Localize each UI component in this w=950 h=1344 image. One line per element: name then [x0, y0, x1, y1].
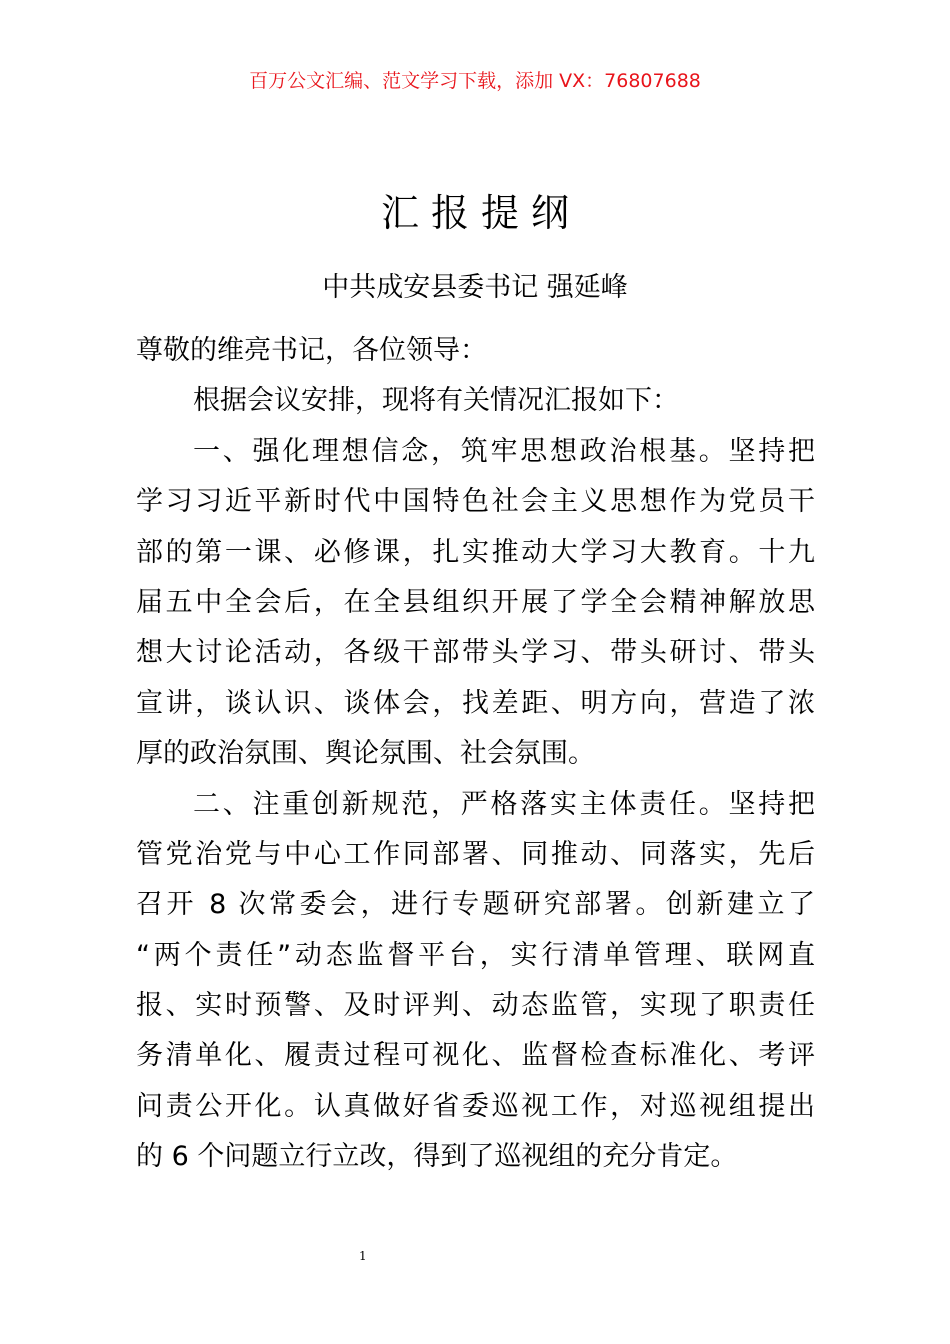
page-number: 1: [359, 1249, 367, 1263]
document-title: 汇报提纲: [380, 191, 581, 235]
paragraph-line: 务清单化、履责过程可视化、监督检查标准化、考评: [136, 1040, 815, 1072]
paragraph-line: “两个责任”动态监督平台，实行清单管理、联网直: [136, 939, 815, 971]
intro-paragraph: 根据会议安排，现将有关情况汇报如下：: [193, 385, 679, 417]
paragraph-line: 想大讨论活动，各级干部带头学习、带头研讨、带头: [136, 637, 815, 669]
document-body: [136, 330, 815, 1187]
section-1: [136, 431, 815, 784]
document-author: 中共成安县委书记 强延峰: [322, 272, 628, 303]
paragraph-line: 宣讲，谈认识、谈体会，找差距、明方向，营造了浓: [136, 687, 815, 719]
watermark-banner: 百万公文汇编、范文学习下载，添加 VX：76807688: [249, 70, 701, 92]
paragraph-line: 届五中全会后，在全县组织开展了学全会精神解放思: [136, 586, 815, 618]
section-2: [136, 784, 815, 1187]
paragraph-line: 问责公开化。认真做好省委巡视工作，对巡视组提出: [136, 1090, 815, 1122]
paragraph-line: 报、实时预警、及时评判、动态监管，实现了职责任: [136, 990, 815, 1022]
paragraph-line: 部的第一课、必修课，扎实推动大学习大教育。十九: [136, 536, 815, 568]
paragraph-line: 管党治党与中心工作同部署、同推动、同落实，先后: [136, 838, 815, 870]
paragraph-line: 召开 8 次常委会，进行专题研究部署。创新建立了: [136, 889, 815, 921]
paragraph-line: 一、强化理想信念，筑牢思想政治根基。坚持把: [193, 435, 815, 467]
paragraph-line: 二、注重创新规范，严格落实主体责任。坚持把: [193, 788, 815, 820]
salutation: 尊敬的维亮书记，各位领导：: [136, 335, 487, 366]
paragraph-line: 厚的政治氛围、舆论氛围、社会氛围。: [136, 738, 595, 770]
paragraph-line: 的 6 个问题立行立改，得到了巡视组的充分肯定。: [136, 1141, 738, 1173]
paragraph-line: 学习习近平新时代中国特色社会主义思想作为党员干: [136, 486, 815, 518]
